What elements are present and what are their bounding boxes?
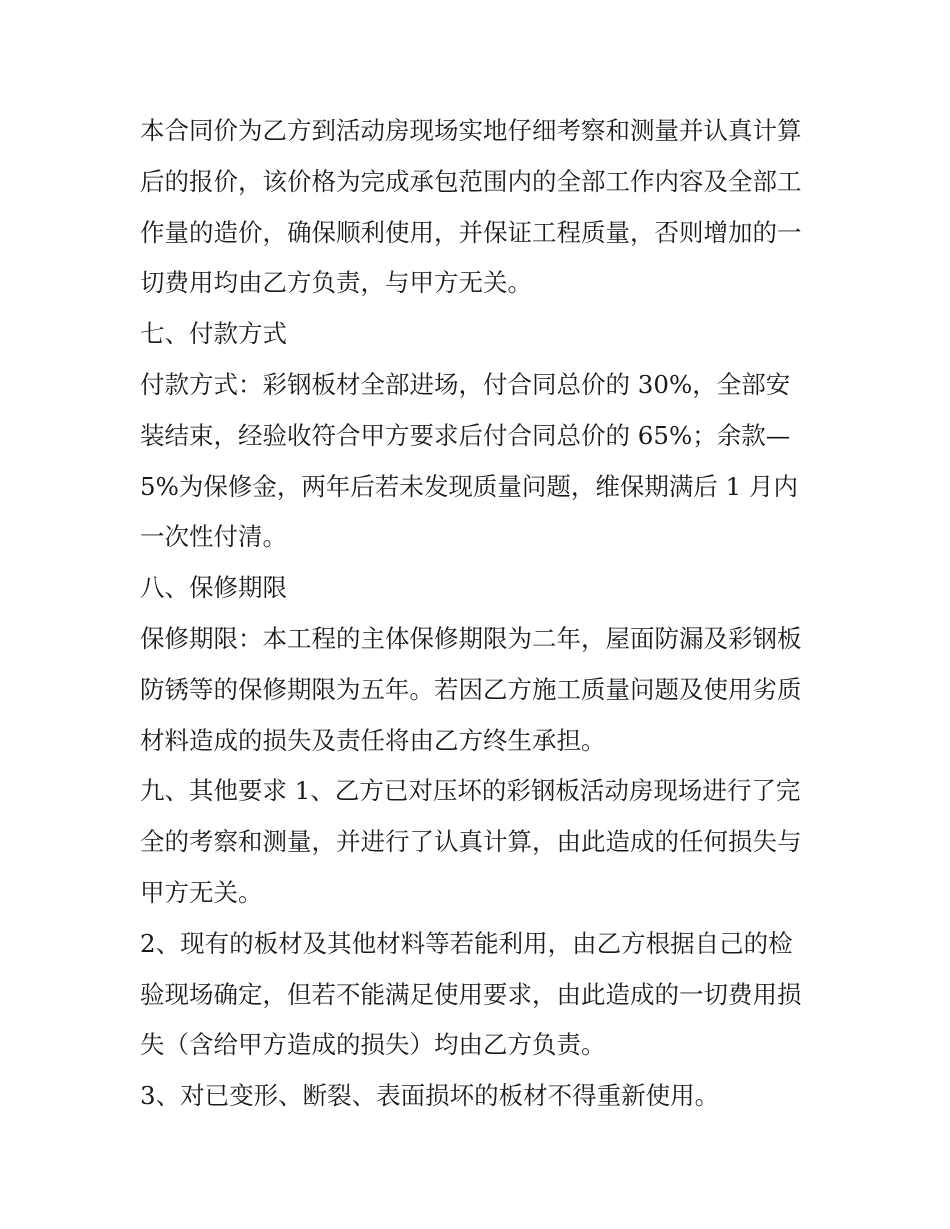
paragraph-line: 作量的造价，确保顺利使用，并保证工程质量，否则增加的一 [140,217,802,247]
paragraph-line: 5%为保修金，两年后若未发现质量问题，维保期满后 1 月内 [140,471,799,501]
paragraph-line: 本合同价为乙方到活动房现场实地仔细考察和测量并认真计算 [140,116,802,145]
section-heading-warranty: 八、保修期限 [140,573,287,603]
paragraph-line: 全的考察和测量，并进行了认真计算，由此造成的任何损失与 [140,827,802,857]
paragraph-line: 材料造成的损失及责任将由乙方终生承担。 [140,725,606,755]
paragraph-line: 一次性付清。 [140,522,287,552]
paragraph-line: 失（含给甲方造成的损失）均由乙方负责。 [140,1030,606,1060]
paragraph-line: 2、现有的板材及其他材料等若能利用，由乙方根据自己的检 [140,928,793,958]
paragraph-line: 切费用均由乙方负责，与甲方无关。 [140,268,532,298]
paragraph-line: 甲方无关。 [140,877,263,907]
section-heading-payment: 七、付款方式 [140,319,287,349]
paragraph-line: 付款方式：彩钢板材全部进场，付合同总价的 30%，全部安 [140,369,791,399]
section-heading-other-requirements: 九、其他要求 1、乙方已对压坏的彩钢板活动房现场进行了完 [140,776,801,806]
document-body [140,106,815,1122]
paragraph-line: 保修期限：本工程的主体保修期限为二年，屋面防漏及彩钢板 [140,623,802,653]
paragraph-line: 防锈等的保修期限为五年。若因乙方施工质量问题及使用劣质 [140,674,802,704]
paragraph-line: 后的报价，该价格为完成承包范围内的全部工作内容及全部工 [140,166,802,196]
paragraph-line: 验现场确定，但若不能满足使用要求，由此造成的一切费用损 [140,979,802,1009]
paragraph-line: 装结束，经验收符合甲方要求后付合同总价的 65%；余款— [140,420,791,450]
paragraph-line: 3、对已变形、断裂、表面损坏的板材不得重新使用。 [140,1081,720,1111]
